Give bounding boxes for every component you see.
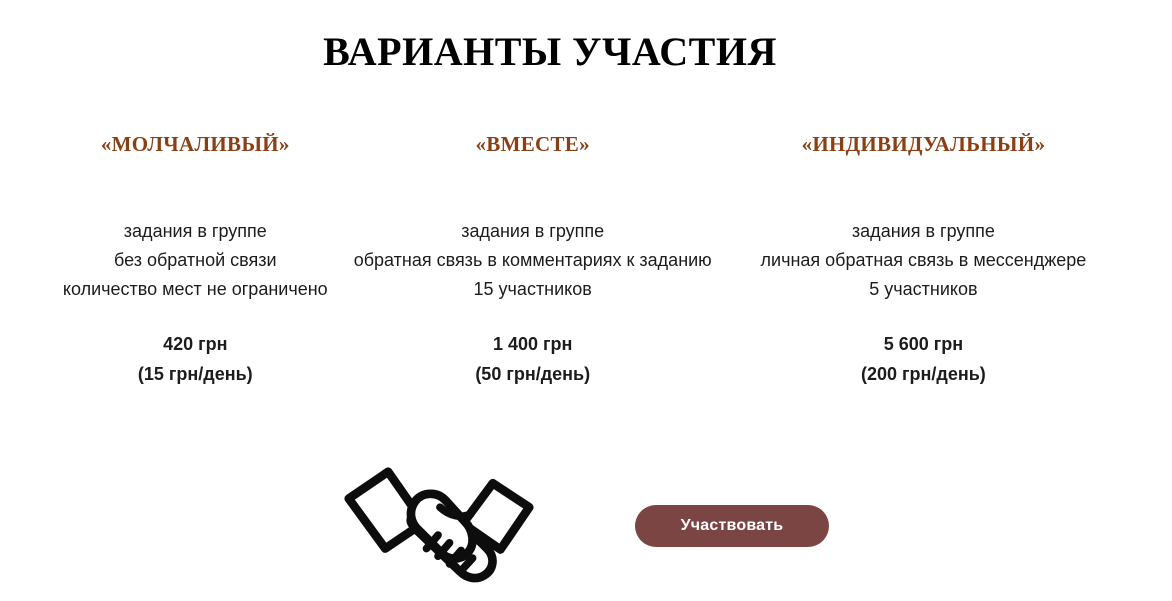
plan-feature: 5 участников [869,279,978,299]
plan-feature: обратная связь в комментариях к заданию [353,250,712,270]
section-title: ВАРИАНТЫ УЧАСТИЯ [323,29,777,74]
plan-price-block [57,329,334,389]
plan-price: 1 400 грн [492,334,573,354]
plan-feature: задания в группе [123,221,267,241]
plan-card-silent [57,132,334,389]
plan-features [334,217,732,304]
handshake-icon [343,462,535,589]
plan-feature: 15 участников [473,279,592,299]
participate-button[interactable]: Участвовать [635,505,830,547]
plan-feature: задания в группе [851,221,995,241]
cta-row [0,462,1172,589]
plan-name: «МОЛЧАЛИВЫЙ» [100,132,290,156]
plan-card-individual [732,132,1115,389]
plan-feature: количество мест не ограничено [62,279,328,299]
plan-price: 5 600 грн [883,334,964,354]
plan-features [57,217,334,304]
plan-card-together [334,132,732,389]
plan-price-block [334,329,732,389]
plan-feature: задания в группе [461,221,605,241]
plan-price-block [732,329,1115,389]
plan-name: «ИНДИВИДУАЛЬНЫЙ» [801,132,1046,156]
plan-price-per-day: (200 грн/день) [861,364,986,384]
plan-features [732,217,1115,304]
plans-columns [0,132,1172,389]
plan-price-per-day: (15 грн/день) [137,364,253,384]
plan-price-per-day: (50 грн/день) [475,364,591,384]
plan-price: 420 грн [163,334,228,354]
plan-name: «ВМЕСТЕ» [475,132,590,156]
plan-feature: личная обратная связь в мессенджере [760,250,1087,270]
plan-feature: без обратной связи [113,250,277,270]
